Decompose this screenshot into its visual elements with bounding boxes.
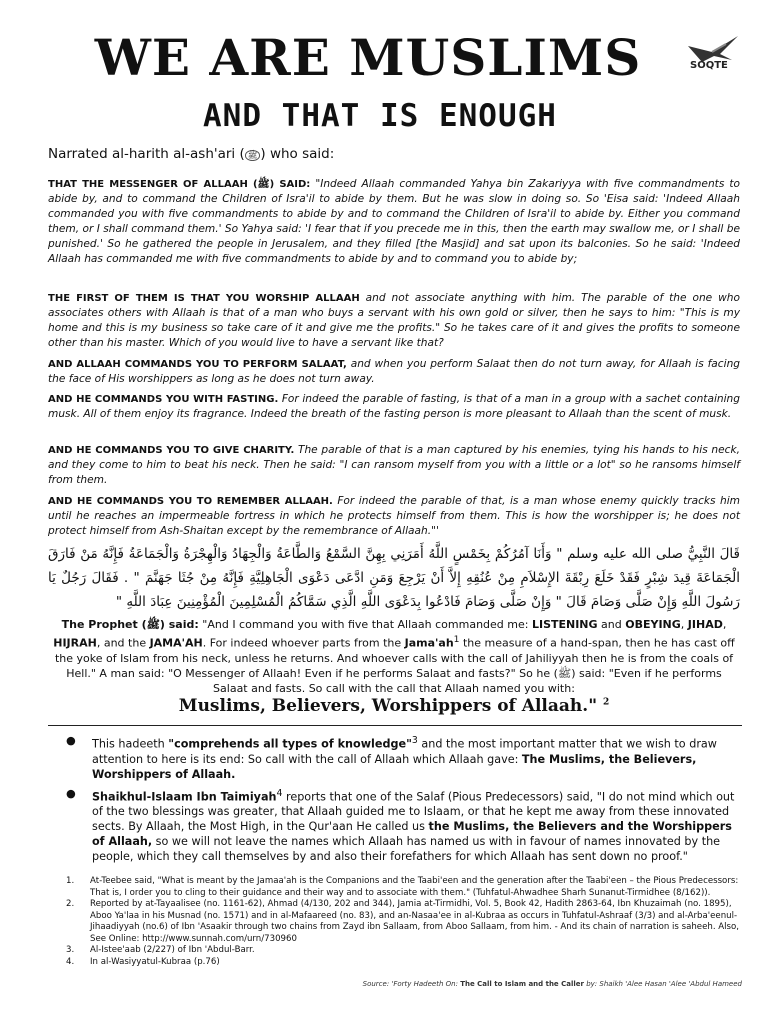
prophet-text: the measure of a hand-span, then he has cast off the yoke of Islam from his neck, unless he returns. And whoever calls with the call of Jahiliyyah then he is from the coals of Hell." A man said: "O Messenger of Allaah! Even if he performs Salaat and fasts?" So he (ﷺ) said: "Even if he performs Salaat and fasts. So call with the call that Allaah named you with: — [54, 636, 735, 695]
paragraph-worship — [48, 291, 740, 351]
footnote-item — [48, 945, 740, 957]
prophet-text: , and the — [96, 636, 150, 650]
emphasis-line — [48, 696, 740, 716]
footnote-number: 1. — [66, 876, 75, 886]
paragraph-charity — [48, 443, 740, 488]
bullet-text: so we will not leave the names which Allaah has named us with in favour of names innovated by the people, which they call themselves by and also their forefathers for which Allaah has sent down no proof." — [92, 835, 721, 864]
narrated-post: ) who said: — [260, 146, 335, 162]
footnote-text: In al-Wasiyyatul-Kubraa (p.76) — [90, 956, 220, 967]
keyword-jamaah: JAMA'AH — [149, 636, 203, 650]
paragraph-lead: THAT THE MESSENGER OF ALLAAH (ﷺ) SAID: — [48, 179, 311, 190]
footnote-item — [48, 899, 740, 945]
paragraph-intro — [48, 177, 740, 267]
footnote-ref: 4 — [276, 787, 283, 799]
paragraph-lead: AND HE COMMANDS YOU TO GIVE CHARITY. — [48, 445, 295, 456]
footnote-number: 4. — [66, 956, 75, 967]
bullet-text: and the most important matter that we wish to draw attention to here is its end: So call with the call of Allaah which Allaah gave: — [92, 737, 717, 766]
footnote-item — [48, 957, 740, 969]
bullet-icon: ● — [66, 734, 76, 747]
paragraph-fasting — [48, 392, 740, 422]
paragraph-text: "Indeed Allaah commanded Yahya bin Zakariyya with five commandments to abide by, and to command the Children of Isra'il to abide by them. But he was slow in doing so. So 'Eisa said: 'Indeed Allaah commanded you with five commandments to abide by and to command the Children of Isra'il to abide by. Either you command them, or I shall command them.' So Yahya said: 'I fear that if you precede me in this, then the earth may swallow me, or I shall be punished.' So he gathered the people in Jerusalem, and they filled [the Masjid] and sat upon its balconies. So he said: 'Indeed Allaah has commanded me with five commandments to abide by and to command you to abide by; — [48, 178, 740, 265]
prophet-text: . For indeed whoever parts from the — [202, 636, 405, 650]
bullet-emphasis: The Muslims, the Believers, Worshippers of Allaah. — [92, 752, 697, 781]
paragraph-text: The parable of that is a man captured by his enemies, tying his hands to his neck, and they come to him to beat his neck. Then he said: "I can ransom myself from you with a little or a lot" so he ransoms himself from them. — [48, 444, 740, 486]
footnote-item — [48, 876, 740, 899]
source-post: by: Shaikh 'Alee Hasan 'Alee 'Abdul Hameed — [583, 980, 742, 988]
paragraph-text: and when you perform Salaat then do not turn away, for Allaah is facing the face of His worshippers as long as he does not turn away. — [48, 358, 741, 385]
page-subtitle: AND THAT IS ENOUGH — [203, 98, 557, 134]
footnote-number: 3. — [66, 945, 75, 955]
paragraph-text: For indeed the parable of that, is a man whose enemy quickly tracks him until he reaches an impermeable fortress in which he protects himself from them. This is how the worshipper is; he does not protect himself from Ash-Shaitan except by the remembrance of Allaah."' — [48, 495, 740, 537]
keyword-jihad: JIHAD — [687, 618, 723, 631]
paragraph-remember — [48, 494, 740, 539]
prophet-text: , — [722, 618, 727, 631]
paragraph-lead: AND HE COMMANDS YOU WITH FASTING. — [48, 394, 279, 405]
divider — [48, 725, 742, 726]
page-title: WE ARE MUSLIMS — [94, 28, 642, 87]
narrated-line — [48, 146, 334, 162]
footnote-number: 2. — [66, 899, 75, 909]
keyword-obeying: OBEYING — [625, 618, 681, 631]
paragraph-lead: AND ALLAAH COMMANDS YOU TO PERFORM SALAAT, — [48, 359, 347, 370]
paragraph-lead: AND HE COMMANDS YOU TO REMEMBER ALLAAH. — [48, 496, 333, 507]
bullet-emphasis: the Muslims, the Believers and the Worshippers of Allaah, — [92, 820, 732, 849]
list-item — [48, 733, 740, 782]
paragraph-text: For indeed the parable of fasting, is that of a man in a group with a sachet containing musk. All of them enjoy its fragrance. Indeed the breath of the fasting person is more pleasant to Allaah than the scent of musk. — [48, 393, 740, 420]
prophet-translation — [48, 617, 740, 696]
keyword-listening: LISTENING — [531, 618, 598, 631]
emphasis-text: Muslims, Believers, Worshippers of Allaah." — [178, 696, 598, 716]
bullet-author: Shaikhul-Islaam Ibn Taimiyah — [92, 790, 277, 804]
footnote-text: Al-Istee'aab (2/227) of Ibn 'Abdul-Barr. — [90, 945, 255, 955]
footnote-text: Reported by at-Tayaalisee (no. 1161-62), Ahmad (4/130, 202 and 344), Jamia at-Tirmidhi, Vol. 5, Book 42, Hadith 2863-64, Ibn Khuzaimah (no. 1895), Aboo Ya'laa in his Musnad (no. 1571) and in al-Mafaareed (no. 83), and an-Nasaa'ee in al-Kubraa as occurs in Tuhfatul-Ashraaf (3/3) and al-Arba'eenul-Jihaadiyyah (no.6) of Ibn 'Asaakir through two chains from Zayd ibn Sallaam, from Aboo Sallaam, from him. - And its chain of narration is saheeh. Also, See Online: http://www.sunnah.com/urn/730960 — [90, 899, 740, 944]
footnote-ref: 1 — [453, 634, 460, 645]
footnote-ref: 2 — [602, 697, 610, 708]
bullet-text: reports that one of the Salaf (Pious Predecessors) said, "I do not mind which out of the two blessings was greater, that Allaah guided me to Islaam, or that he kept me away from these innovated sects. By Allaah, the Most High, in the Qur'aan He called us — [92, 790, 735, 834]
bullet-quote: "comprehends all types of knowledge" — [168, 737, 412, 751]
footnotes — [48, 876, 740, 968]
prophet-text: and — [597, 618, 626, 631]
keyword-jamaah-ref: Jama'ah — [404, 636, 454, 650]
narrated-pre: Narrated al-harith al-ash'ari ( — [48, 146, 245, 162]
prophet-lead: The Prophet (ﷺ) said: — [61, 618, 199, 631]
bullet-icon: ● — [66, 786, 76, 800]
source-pre: Source: 'Forty Hadeeth On: — [362, 980, 461, 988]
list-item — [48, 786, 740, 865]
source-book: The Call to Islam and the Caller — [460, 980, 584, 988]
prophet-text: , — [680, 618, 688, 631]
source-credit — [363, 980, 742, 988]
prophet-text: "And I command you with five that Allaah commanded me: — [198, 618, 532, 631]
paragraph-lead: THE FIRST OF THEM IS THAT YOU WORSHIP ALLAAH — [48, 293, 360, 304]
keyword-hijrah: HIJRAH — [53, 636, 97, 650]
bullet-text: This hadeeth — [92, 737, 169, 751]
arabic-hadith-text: قَالَ النَّبِيُّ صلى الله عليه وسلم " وَأَنَا آمُرُكُمْ بِخَمْسٍ اللَّهُ أَمَرَنِي بِهِنَّ السَّمْعُ وَالطَّاعَةُ وَالْجِهَادُ وَالْهِجْرَةُ وَالْجَمَاعَةُ فَإِنَّهُ مَنْ فَارَقَ الْجَمَاعَةَ قِيدَ شِبْرٍ فَقَدْ خَلَعَ رِبْقَةَ الإِسْلاَمِ مِنْ عُنُقِهِ إِلاَّ أَنْ يَرْجِعَ وَمَنِ ادَّعَى دَعْوَى الْجَاهِلِيَّةِ فَإِنَّهُ مِنْ جُثَا جَهَنَّمَ " . فَقَالَ رَجُلٌ يَا رَسُولَ اللَّهِ وَإِنْ صَلَّى وَصَامَ قَالَ " وَإِنْ صَلَّى وَصَامَ فَادْعُوا بِدَعْوَى اللَّهِ الَّذِي سَمَّاكُمُ الْمُسْلِمِينَ الْمُؤْمِنِينَ عِبَادَ اللَّهِ " — [48, 546, 740, 610]
footnote-text: At-Teebee said, "What is meant by the Jamaa'ah is the Companions and the Taabi'een and the generation after the Taabi'een – the Pious Predecessors: That is, I order you to cling to their guidance and their way and to associate with them." (Tuhfatul-Ahwadhee Sharh Sunanut-Tirmidhee (8/162)). — [90, 876, 739, 898]
footnote-ref: 3 — [411, 735, 418, 746]
honor-symbol: ﷺ — [245, 150, 261, 161]
logo-text: SOQTE — [690, 60, 728, 71]
bullet-list — [48, 733, 740, 868]
paragraph-salaat — [48, 357, 740, 387]
paragraph-text: and not associate anything with him. The parable of the one who associates others with Allaah is that of a man who buys a servant with his own gold or silver, then he says to him: "This is my home and this is my business so take care of it and give me the profits." So he takes care of it and gives the profits to someone other than his master. Which of you would live to have a servant like that? — [48, 292, 740, 349]
